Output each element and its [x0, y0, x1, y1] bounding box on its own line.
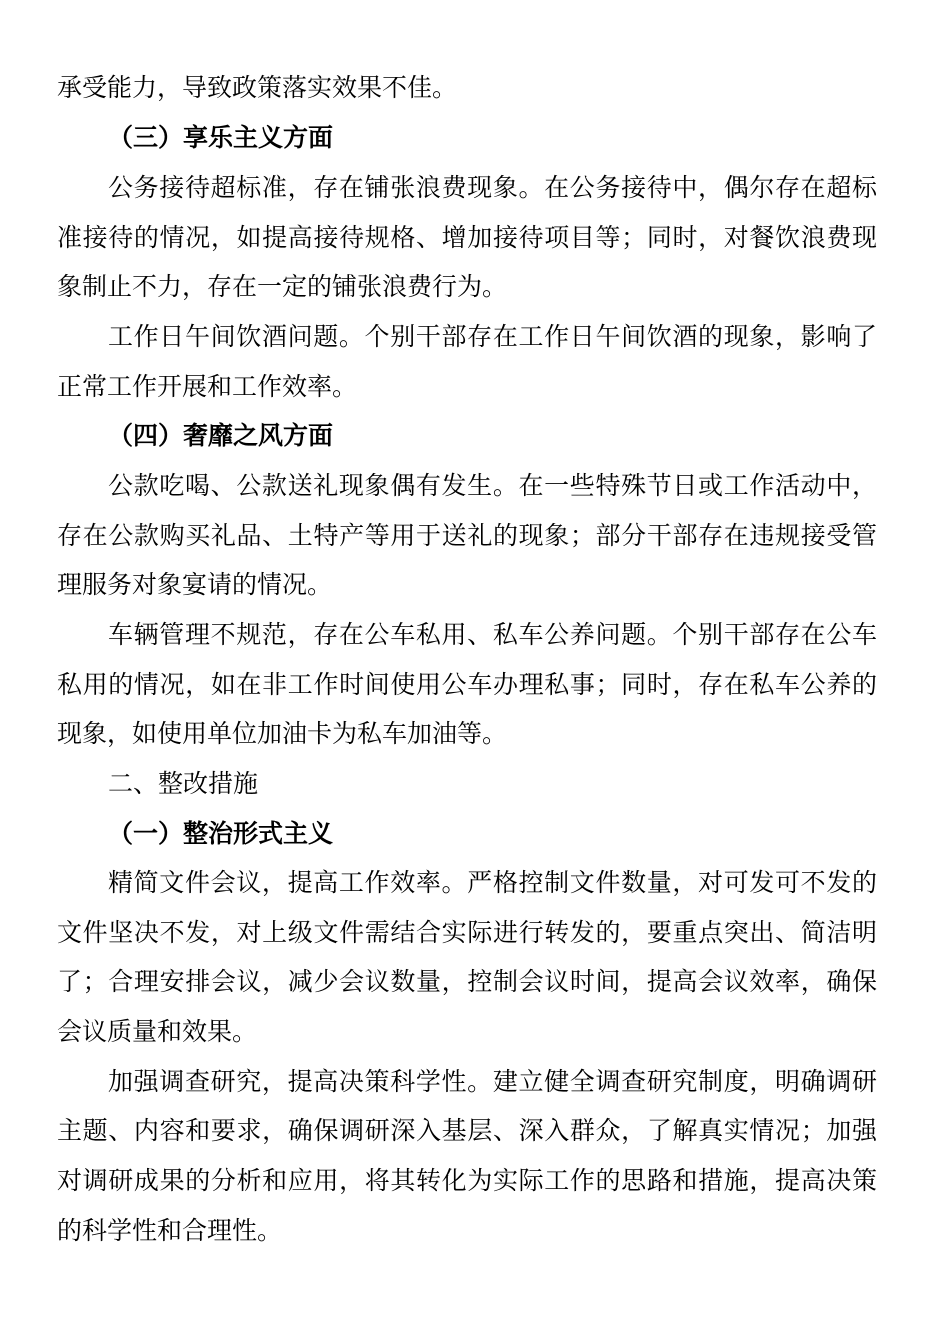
- paragraph-line: 理服务对象宴请的情况。: [57, 570, 333, 599]
- section-title-2: 二、整改措施: [108, 769, 259, 798]
- paragraph-line: 会议质量和效果。: [57, 1017, 258, 1046]
- paragraph-line: 现象，如使用单位加油卡为私车加油等。: [57, 719, 508, 748]
- paragraph-line: 的科学性和合理性。: [57, 1216, 283, 1245]
- paragraph-line: 象制止不力，存在一定的铺张浪费行为。: [57, 272, 508, 301]
- section-heading-4: （四）奢靡之风方面: [108, 421, 334, 450]
- paragraph-line: 公款吃喝、公款送礼现象偶有发生。在一些特殊节日或工作活动中，: [108, 471, 877, 500]
- paragraph-line: 私用的情况，如在非工作时间使用公车办理私事；同时，存在私车公养的: [57, 670, 877, 699]
- paragraph-line: 加强调查研究，提高决策科学性。建立健全调查研究制度，明确调研: [108, 1067, 877, 1096]
- section-heading-3: （三）享乐主义方面: [108, 123, 334, 152]
- paragraph-line: 文件坚决不发，对上级文件需结合实际进行转发的，要重点突出、简洁明: [57, 918, 877, 947]
- paragraph-line: 了；合理安排会议，减少会议数量，控制会议时间，提高会议效率，确保: [57, 967, 877, 996]
- paragraph-line: 车辆管理不规范，存在公车私用、私车公养问题。个别干部存在公车: [108, 620, 877, 649]
- paragraph-line: 工作日午间饮酒问题。个别干部存在工作日午间饮酒的现象，影响了: [108, 322, 877, 351]
- section-heading-1: （一）整治形式主义: [108, 819, 334, 848]
- paragraph-line: 承受能力，导致政策落实效果不佳。: [57, 73, 458, 102]
- paragraph-line: 准接待的情况，如提高接待规格、增加接待项目等；同时，对餐饮浪费现: [57, 223, 877, 252]
- paragraph-line: 精简文件会议，提高工作效率。严格控制文件数量，对可发可不发的: [108, 868, 877, 897]
- paragraph-line: 正常工作开展和工作效率。: [57, 372, 358, 401]
- paragraph-line: 主题、内容和要求，确保调研深入基层、深入群众，了解真实情况；加强: [57, 1116, 877, 1145]
- paragraph-line: 存在公款购买礼品、土特产等用于送礼的现象；部分干部存在违规接受管: [57, 521, 877, 550]
- paragraph-line: 对调研成果的分析和应用，将其转化为实际工作的思路和措施，提高决策: [57, 1166, 877, 1195]
- paragraph-line: 公务接待超标准，存在铺张浪费现象。在公务接待中，偶尔存在超标: [108, 173, 877, 202]
